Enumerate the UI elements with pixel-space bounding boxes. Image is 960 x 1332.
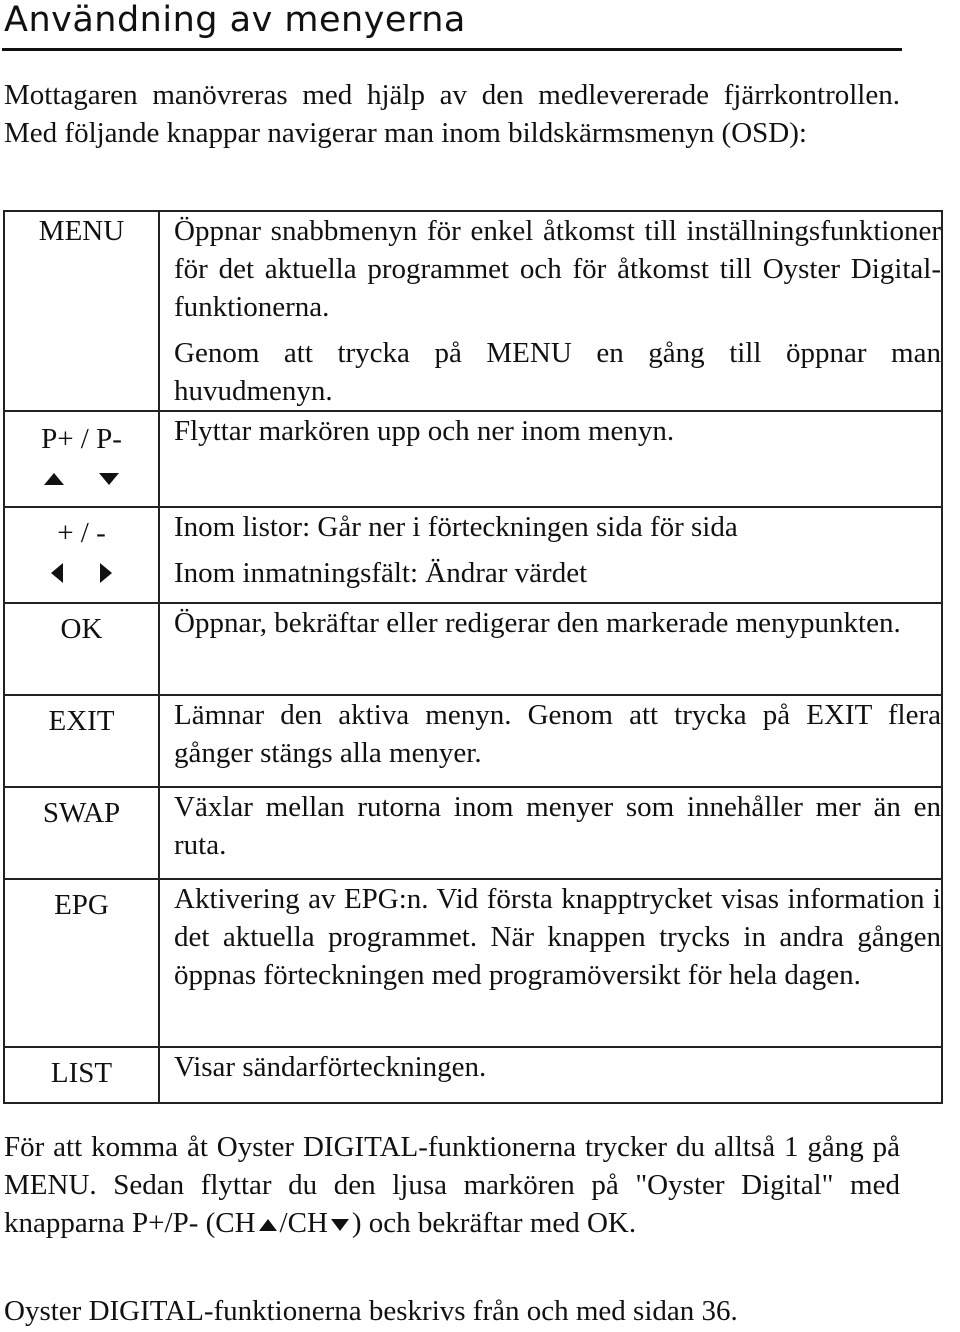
table-row (4, 211, 942, 411)
key-description-cell (159, 507, 942, 603)
table-row (4, 507, 942, 603)
key-label-cell (4, 411, 159, 507)
key-epg-label: EPG (54, 889, 109, 921)
triangle-up-icon (258, 1218, 278, 1232)
left-right-arrows (5, 552, 158, 588)
table-row (4, 879, 942, 1047)
table-row (4, 1047, 942, 1103)
key-label-cell (4, 507, 159, 603)
table-row (4, 411, 942, 507)
key-swap-label: SWAP (42, 797, 121, 829)
key-label-cell (4, 1047, 159, 1103)
table-row (4, 603, 942, 695)
key-description-cell (159, 603, 942, 695)
key-exit-description: Lämnar den aktiva menyn. Genom att trycka på EXIT flera gånger stängs alla menyer. (174, 699, 941, 769)
triangle-right-icon (99, 562, 113, 584)
intro-paragraph: Mottagaren manövreras med hjälp av den medlevererade fjärrkontrollen. Med följande knappar navigerar man inom bildskärmsmenyn (OSD): (4, 79, 900, 149)
footer-note: Oyster DIGITAL-funktionerna beskrivs från och med sidan 36. (4, 1295, 738, 1327)
key-description-cell (159, 695, 942, 787)
outro-text-part3: ) och bekräftar med OK. (351, 1207, 637, 1239)
key-list-label: LIST (50, 1057, 113, 1089)
key-description-cell (159, 787, 942, 879)
key-description-cell (159, 1047, 942, 1103)
key-menu-description: Öppnar snabbmenyn för enkel åtkomst till inställningsfunktioner för det aktuella programmet och för åtkomst till Oyster Digital-funktionerna. (174, 215, 941, 323)
outro-text-part1: För att komma åt Oyster DIGITAL-funktionerna trycker du alltså 1 gång på MENU. Sedan flyttar du den ljusa markören på "Oyster Digital" med knapparna P+/P- (CH (4, 1131, 900, 1239)
key-table (3, 210, 943, 1104)
triangle-down-icon (98, 472, 120, 486)
outro-text-part2: /CH (279, 1207, 328, 1239)
key-menu-label: MENU (38, 215, 125, 247)
key-list-description: Visar sändarförteckningen. (174, 1051, 487, 1083)
key-description-cell (159, 411, 942, 507)
triangle-left-icon (50, 562, 64, 584)
key-description-cell (159, 879, 942, 1047)
key-ok-label: OK (60, 613, 103, 645)
key-p-description: Flyttar markören upp och ner inom menyn. (174, 415, 675, 447)
page-title: Användning av menyerna (4, 0, 466, 40)
key-label-cell (4, 603, 159, 695)
key-menu-description-extra: Genom att trycka på MENU en gång till öppnar man huvudmenyn. (174, 337, 941, 407)
key-exit-label: EXIT (48, 705, 115, 737)
key-label-cell (4, 787, 159, 879)
key-label-cell (4, 879, 159, 1047)
key-plus-minus-label: + / - (57, 517, 106, 549)
triangle-up-icon (43, 472, 65, 486)
key-description-cell (159, 211, 942, 411)
key-label-cell (4, 211, 159, 411)
key-label-cell (4, 695, 159, 787)
up-down-arrows (5, 458, 158, 494)
title-underline (2, 48, 902, 51)
outro-paragraph (4, 1128, 900, 1242)
key-p-label: P+ / P- (41, 423, 122, 455)
table-row (4, 695, 942, 787)
key-plus-minus-description-extra: Inom inmatningsfält: Ändrar värdet (174, 557, 588, 589)
table-row (4, 787, 942, 879)
key-swap-description: Växlar mellan rutorna inom menyer som innehåller mer än en ruta. (174, 791, 941, 861)
key-plus-minus-description: Inom listor: Går ner i förteckningen sida för sida (174, 511, 738, 543)
key-epg-description: Aktivering av EPG:n. Vid första knapptrycket visas information i det aktuella programmet. När knappen trycks in andra gången öppnas förteckningen med programöversikt för hela dagen. (174, 883, 941, 991)
key-ok-description: Öppnar, bekräftar eller redigerar den markerade menypunkten. (174, 607, 901, 639)
triangle-down-icon (330, 1218, 350, 1232)
